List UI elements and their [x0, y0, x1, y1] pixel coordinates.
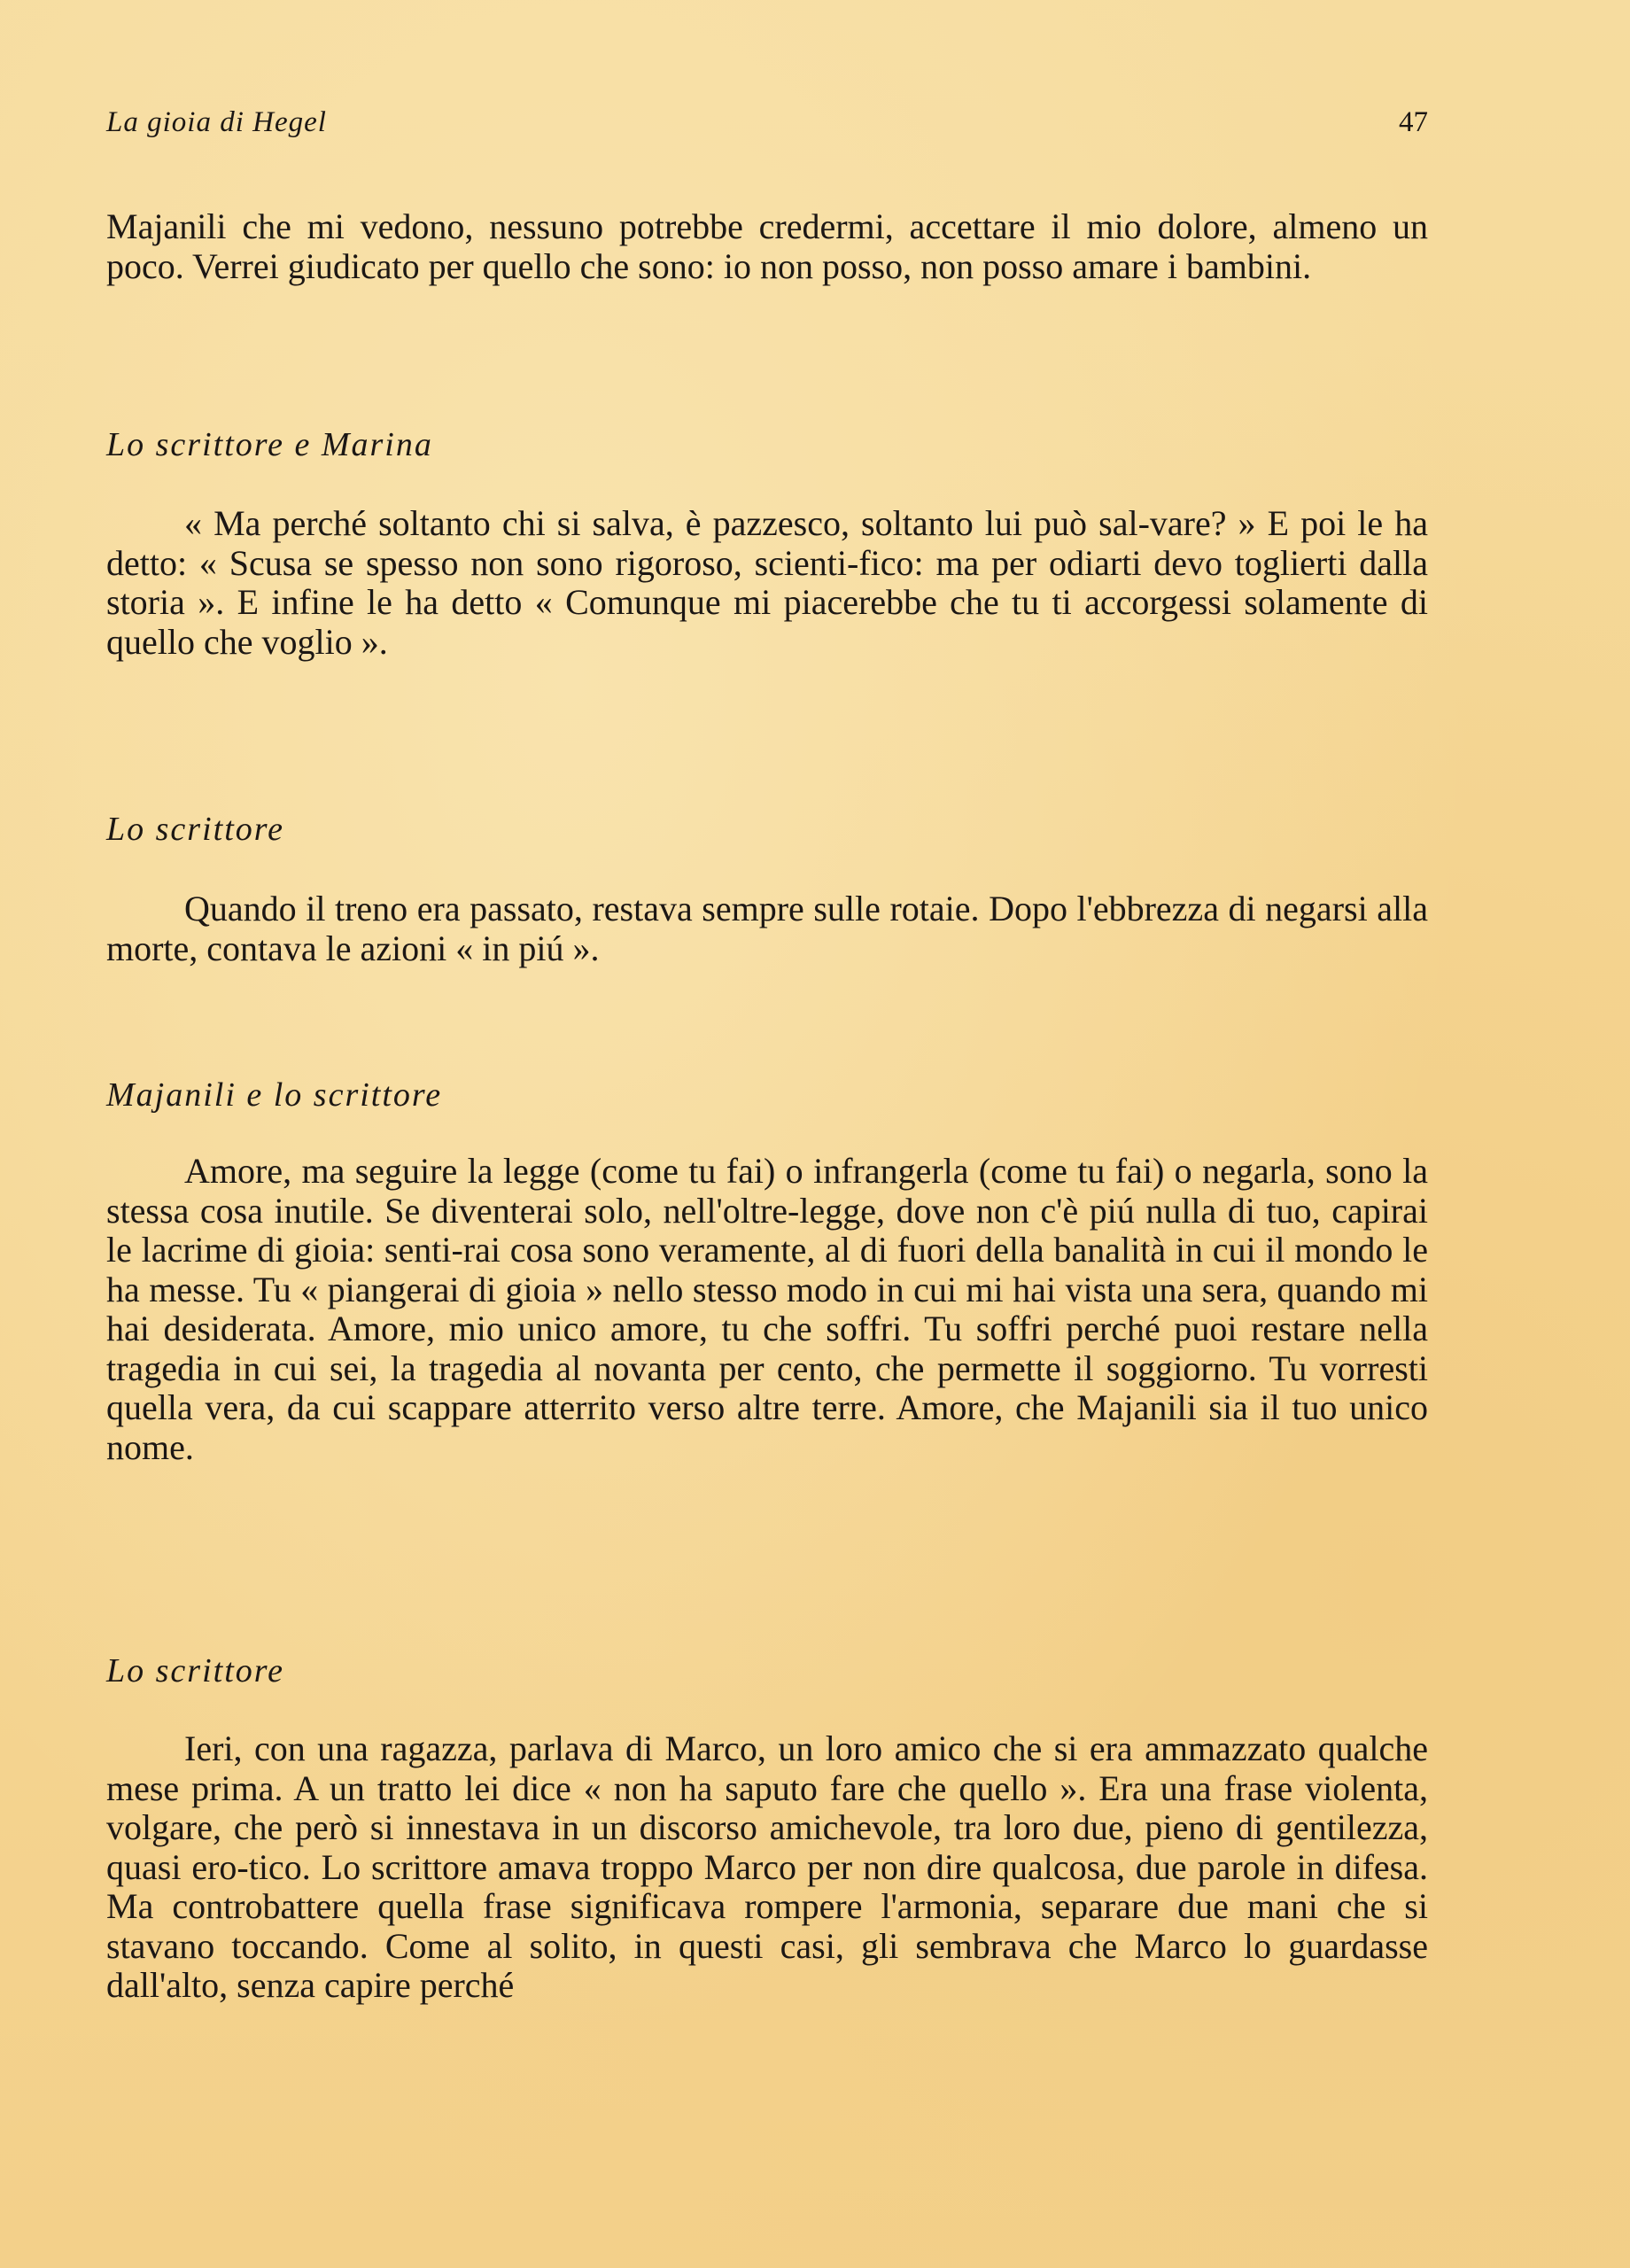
page-number: 47 — [1399, 106, 1428, 138]
running-head — [106, 106, 1428, 151]
paragraph-scrittore-2: Ieri, con una ragazza, parlava di Marco, un loro amico che si era ammazzato qualche mese prima. A un tratto lei dice « non ha saputo fare che quello ». Era una frase violenta, volgare, che però si innestava in un discorso amichevole, tra loro due, pieno di gentilezza, quasi ero-tico. Lo scrittore amava troppo Marco per non dire qualcosa, due parole in difesa. Ma controbattere quella frase significava rompere l'armonia, separare due mani che si stavano toccando. Come al solito, in questi casi, gli sembrava che Marco lo guardasse dall'alto, senza capire perché — [106, 1728, 1428, 2005]
intro-paragraph: Majanili che mi vedono, nessuno potrebbe credermi, accettare il mio dolore, almeno un poco. Verrei giudicato per quello che sono: io non posso, non posso amare i bambini. — [106, 206, 1428, 286]
paragraph-scrittore-1: Quando il treno era passato, restava sempre sulle rotaie. Dopo l'ebbrezza di negarsi alla morte, contava le azioni « in piú ». — [106, 889, 1428, 968]
paragraph-majanili-scrittore: Amore, ma seguire la legge (come tu fai) o infrangerla (come tu fai) o negarla, sono la stessa cosa inutile. Se diventerai solo, nell'oltre-legge, dove non c'è piú nulla di tuo, capirai le lacrime di gioia: senti-rai cosa sono veramente, al di fuori della banalità in cui il mondo le ha messe. Tu « piangerai di gioia » nello stesso modo in cui mi hai vista una sera, quando mi hai desiderata. Amore, mio unico amore, tu che soffri. Tu soffri perché puoi restare nella tragedia in cui sei, la tragedia al novanta per cento, che permette il soggiorno. Tu vorresti quella vera, da cui scappare atterrito verso altre terre. Amore, che Majanili sia il tuo unico nome. — [106, 1151, 1428, 1467]
section-heading-majanili-scrittore: Majanili e lo scrittore — [106, 1076, 443, 1114]
section-heading-scrittore-1: Lo scrittore — [106, 811, 284, 848]
section-heading-scrittore-2: Lo scrittore — [106, 1652, 284, 1689]
section-heading-scrittore-marina: Lo scrittore e Marina — [106, 426, 433, 463]
paragraph-scrittore-marina: « Ma perché soltanto chi si salva, è pazzesco, soltanto lui può sal-vare? » E poi le ha detto: « Scusa se spesso non sono rigoroso, scienti-fico: ma per odiarti devo toglierti dalla storia ». E infine le ha detto « Comunque mi piacerebbe che tu ti accorgessi solamente di quello che voglio ». — [106, 503, 1428, 662]
running-head-title: La gioia di Hegel — [106, 106, 327, 138]
